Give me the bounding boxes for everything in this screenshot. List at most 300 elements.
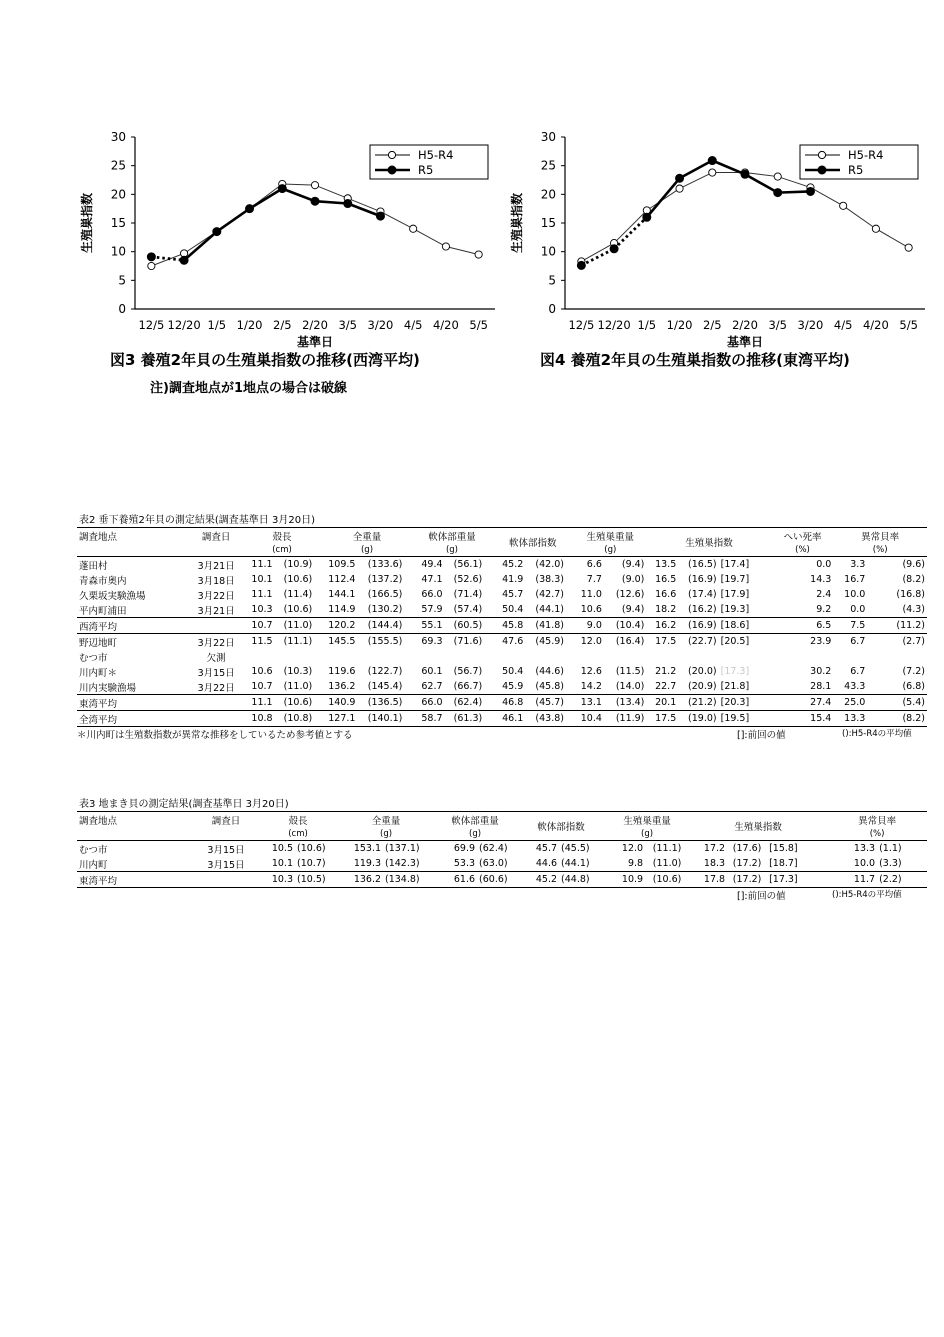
x-tick-label: 2/20	[302, 318, 328, 332]
cell-gw: 10.6	[580, 604, 602, 615]
cell-tw: 136.2	[328, 681, 356, 692]
x-tick-label: 5/5	[469, 318, 488, 332]
chart-note: 注)調査地点が1地点の場合は破線	[150, 381, 347, 396]
table3	[77, 811, 927, 888]
cell-ab	[833, 649, 867, 664]
t2-unit-gonad-weight: (g)	[574, 543, 646, 557]
cell-si: 45.7	[535, 843, 558, 854]
cell-shell: 11.1	[243, 695, 275, 711]
cell-sw: 61.6	[433, 872, 477, 888]
table-row	[77, 572, 927, 587]
cell-gi: 16.6	[655, 589, 677, 600]
y-tick-label: 5	[118, 273, 126, 288]
x-tick-label: 12/5	[568, 318, 595, 332]
cell-shell-p: (10.9)	[283, 559, 313, 570]
cell-si: 45.2	[517, 872, 559, 888]
t2-header-shell: 殻長	[243, 528, 322, 544]
cell-ab: 13.3	[853, 843, 876, 854]
figure4-caption: 図4 養殖2年貝の生殖巣指数の推移(東湾平均)	[540, 351, 850, 369]
y-tick-label: 25	[540, 158, 556, 173]
cell-site: むつ市	[79, 652, 108, 664]
cell-tw-p: (122.7)	[367, 666, 403, 677]
series-0-segment	[282, 184, 315, 185]
cell-si-p: (44.8)	[559, 872, 605, 888]
t3-legend-avg: ():H5-R4の平均値	[832, 890, 902, 900]
cell-si-p: (44.1)	[561, 858, 590, 869]
t3-header-date: 調査日	[195, 812, 257, 828]
cell-gi: 20.1	[646, 695, 678, 711]
cell-tw-p	[357, 649, 412, 664]
cell-ab-p: (9.6)	[902, 559, 925, 570]
cell-date	[190, 711, 243, 727]
y-tick-label: 15	[110, 216, 126, 230]
series-1-point	[643, 213, 651, 221]
cell-gi-p: (17.4)	[688, 589, 717, 600]
t3-header-soft-weight: 軟体部重量	[433, 812, 517, 828]
cell-gw: 12.6	[580, 666, 602, 677]
table3-block	[77, 795, 927, 902]
cell-ab-p: (11.2)	[867, 618, 927, 634]
cell-shell-p: (10.7)	[297, 858, 326, 869]
cell-gi-p: (19.0)	[678, 711, 718, 727]
cell-sw: 60.1	[421, 666, 443, 677]
cell-gi-b: [19.5]	[719, 711, 772, 727]
legend-label: H5-R4	[418, 148, 454, 162]
cell-date: 3月15日	[207, 859, 245, 871]
series-1-point	[147, 253, 155, 261]
series-0-point	[840, 202, 847, 209]
x-axis-label: 基準日	[726, 335, 764, 349]
cell-si: 47.6	[491, 634, 525, 650]
x-tick-label: 2/5	[703, 318, 722, 332]
cell-tw: 136.2	[339, 872, 383, 888]
cell-date: 3月22日	[197, 682, 235, 694]
table-row	[77, 664, 927, 679]
figure3-caption: 図3 養殖2年貝の生殖巣指数の推移(西湾平均)	[110, 351, 420, 369]
cell-mort: 27.4	[772, 695, 834, 711]
cell-gw-p: (11.1)	[652, 843, 682, 854]
legend-marker	[818, 166, 826, 174]
cell-ab: 43.3	[844, 681, 866, 692]
cell-tw-p: (136.5)	[357, 695, 412, 711]
t2-unit-shell: (cm)	[243, 543, 322, 557]
series-1-segment	[184, 232, 217, 261]
cell-gi: 16.2	[646, 618, 678, 634]
cell-gi-p: (20.0)	[688, 666, 717, 677]
cell-gi: 17.5	[646, 711, 678, 727]
x-tick-label: 1/20	[666, 318, 693, 332]
table2	[77, 527, 927, 727]
legend-marker	[818, 151, 825, 158]
cell-si-p: (45.7)	[525, 695, 574, 711]
x-axis-label: 基準日	[296, 335, 334, 349]
cell-date	[190, 695, 243, 711]
cell-tw: 119.3	[353, 858, 382, 869]
cell-tw-p: (137.2)	[367, 574, 403, 585]
cell-si: 50.4	[502, 604, 524, 615]
y-tick-label: 25	[110, 158, 126, 173]
t2-header-gonad-index: 生殖巣指数	[646, 528, 771, 557]
cell-si-p: (44.1)	[535, 604, 564, 615]
x-tick-label: 3/20	[367, 318, 394, 332]
cell-shell-p: (11.4)	[283, 589, 313, 600]
cell-sw: 62.7	[421, 681, 443, 692]
series-1-point	[246, 205, 254, 213]
cell-sw-p: (66.7)	[453, 681, 483, 692]
cell-site: 野辺地町	[77, 634, 190, 650]
table-row	[77, 711, 927, 727]
cell-mort: 6.5	[772, 618, 834, 634]
x-tick-label: 1/20	[236, 318, 263, 332]
y-tick-label: 10	[540, 244, 556, 259]
legend-label: R5	[418, 163, 434, 177]
cell-mort: 15.4	[772, 711, 834, 727]
cell-si-p: (41.8)	[525, 618, 574, 634]
cell-gi: 17.5	[646, 634, 678, 650]
x-tick-label: 3/5	[768, 318, 787, 332]
table-row	[77, 634, 927, 650]
t3-legend-prev: []:前回の値	[737, 891, 786, 902]
series-0-point	[709, 169, 716, 176]
t3-unit-soft-weight: (g)	[433, 827, 517, 841]
cell-ab: 16.7	[844, 574, 866, 585]
cell-si-p: (44.6)	[535, 666, 564, 677]
cell-si-p: (45.9)	[525, 634, 574, 650]
cell-gw: 11.0	[580, 589, 602, 600]
cell-gw: 9.0	[574, 618, 604, 634]
cell-mort: 30.2	[810, 666, 832, 677]
cell-date: 3月22日	[197, 590, 235, 602]
cell-gi-b: [17.4]	[720, 559, 750, 570]
cell-tw-p: (155.5)	[357, 634, 412, 650]
cell-tw-p: (142.3)	[385, 858, 420, 869]
cell-tw: 119.6	[328, 666, 356, 677]
cell-gi-b: [17.9]	[720, 589, 750, 600]
t3-unit-shell: (cm)	[257, 827, 339, 841]
cell-gi-p: (17.6)	[732, 843, 762, 854]
cell-ab: 10.0	[844, 589, 866, 600]
t2-legend-avg: ():H5-R4の平均値	[842, 729, 912, 739]
t2-legend-prev: []:前回の値	[737, 730, 786, 741]
x-tick-label: 2/5	[273, 318, 292, 332]
cell-ab: 10.0	[853, 858, 876, 869]
cell-sw: 66.0	[421, 589, 443, 600]
t2-header-mortality: へい死率	[772, 528, 834, 544]
cell-sw: 58.7	[413, 711, 445, 727]
cell-gi-p: (16.9)	[688, 574, 717, 585]
x-tick-label: 4/20	[432, 318, 459, 332]
cell-ab-p: (5.4)	[867, 695, 927, 711]
cell-gw	[574, 649, 604, 664]
series-1-segment	[614, 217, 647, 249]
cell-shell-p: (10.3)	[283, 666, 313, 677]
table-row	[77, 856, 927, 872]
cell-tw: 140.9	[321, 695, 357, 711]
cell-shell: 11.1	[251, 589, 273, 600]
x-tick-label: 5/5	[899, 318, 918, 332]
cell-si: 45.7	[502, 589, 524, 600]
cell-mort: 0.0	[816, 559, 832, 570]
t2-header-date: 調査日	[190, 528, 243, 544]
cell-gw-p: (9.0)	[621, 574, 645, 585]
cell-shell: 10.1	[271, 858, 293, 869]
cell-date: 3月21日	[197, 605, 235, 617]
cell-sw: 49.4	[421, 559, 443, 570]
y-tick-label: 0	[548, 302, 556, 316]
t3-header-abnormal: 異常貝率	[827, 812, 927, 828]
cell-gw: 10.4	[574, 711, 604, 727]
cell-site: 東湾平均	[77, 695, 190, 711]
x-tick-label: 4/5	[833, 318, 853, 332]
cell-tw: 120.2	[321, 618, 357, 634]
legend-label: R5	[848, 163, 864, 177]
x-tick-label: 1/5	[207, 318, 227, 332]
y-tick-label: 10	[110, 244, 126, 259]
cell-mort: 28.1	[810, 681, 832, 692]
x-tick-label: 2/20	[732, 318, 758, 332]
cell-shell: 10.8	[243, 711, 275, 727]
series-1-segment	[250, 189, 283, 209]
cell-gw-p: (11.5)	[615, 666, 645, 677]
cell-gw-p: (16.4)	[604, 634, 647, 650]
series-1-point	[180, 256, 188, 264]
cell-sw-p: (63.0)	[479, 858, 508, 869]
series-1-point	[213, 228, 221, 236]
cell-ab: 7.5	[833, 618, 867, 634]
series-1-point	[344, 200, 352, 208]
cell-mort: 23.9	[772, 634, 834, 650]
t3-unit-total-weight: (g)	[339, 827, 433, 841]
legend-label: H5-R4	[848, 148, 884, 162]
cell-tw: 145.5	[321, 634, 357, 650]
series-1-point	[806, 187, 814, 195]
t2-header-abnormal: 異常貝率	[833, 528, 927, 544]
cell-shell-p: (11.0)	[275, 618, 322, 634]
t2-unit-soft-weight: (g)	[413, 543, 492, 557]
cell-sw: 66.0	[413, 695, 445, 711]
cell-ab-p: (8.2)	[902, 574, 925, 585]
cell-site: 川内町	[79, 859, 108, 871]
series-1-segment	[680, 161, 713, 179]
cell-tw-p: (144.4)	[357, 618, 412, 634]
cell-ab: 3.3	[850, 559, 866, 570]
series-0-segment	[876, 229, 909, 248]
series-1-segment	[151, 257, 184, 260]
cell-sw-p: (56.7)	[453, 666, 483, 677]
cell-shell: 10.7	[243, 618, 275, 634]
cell-gi-b	[719, 649, 772, 664]
cell-si: 45.2	[502, 559, 524, 570]
t3-header-shell: 殻長	[257, 812, 339, 828]
cell-shell-p: (10.6)	[283, 574, 313, 585]
series-1-segment	[745, 174, 778, 192]
table-row	[77, 695, 927, 711]
table2-block	[77, 511, 927, 741]
cell-gi: 17.2	[703, 843, 726, 854]
cell-ab-p: (3.3)	[879, 858, 902, 869]
table-row	[77, 872, 927, 888]
series-1-point	[708, 157, 716, 165]
cell-date	[195, 872, 257, 888]
y-tick-label: 30	[110, 130, 126, 144]
cell-gi-p: (21.2)	[678, 695, 718, 711]
cell-site: むつ市	[79, 844, 108, 856]
cell-tw-p: (145.4)	[367, 681, 403, 692]
cell-mort: 14.3	[810, 574, 832, 585]
cell-tw: 114.9	[328, 604, 356, 615]
cell-ab: 0.0	[850, 604, 866, 615]
table-row	[77, 618, 927, 634]
cell-gi-b: [15.8]	[769, 843, 798, 854]
cell-gi-p: (17.2)	[727, 872, 767, 888]
cell-si-p: (42.0)	[535, 559, 564, 570]
series-0-segment	[315, 185, 348, 198]
cell-gi: 21.2	[655, 666, 677, 677]
series-0-segment	[446, 247, 479, 255]
cell-sw-p: (56.1)	[453, 559, 483, 570]
cell-gw-p: (14.0)	[615, 681, 645, 692]
cell-sw	[413, 649, 445, 664]
series-0-point	[905, 244, 912, 251]
cell-sw: 55.1	[413, 618, 445, 634]
cell-tw-p: (134.8)	[383, 872, 433, 888]
t3-unit-gonad-weight: (g)	[605, 827, 689, 841]
line-chart-svg	[75, 125, 515, 355]
t2-header-gonad-weight: 生殖巣重量	[574, 528, 646, 544]
cell-gi-b: [18.7]	[769, 858, 798, 869]
cell-gi-p: (20.9)	[688, 681, 717, 692]
cell-gw: 10.9	[605, 872, 645, 888]
cell-gi: 18.2	[655, 604, 677, 615]
x-tick-label: 4/5	[403, 318, 423, 332]
cell-tw: 109.5	[328, 559, 356, 570]
y-tick-label: 0	[118, 302, 126, 316]
cell-gw-p: (10.4)	[604, 618, 647, 634]
t2-unit-total-weight: (g)	[321, 543, 412, 557]
cell-tw: 144.1	[328, 589, 356, 600]
cell-gw-p: (12.6)	[615, 589, 645, 600]
table-row	[77, 679, 927, 695]
cell-gi-b: [20.5]	[719, 634, 772, 650]
cell-tw-p: (137.1)	[385, 843, 420, 854]
t2-unit-mortality: (%)	[772, 543, 834, 557]
cell-gw: 14.2	[580, 681, 602, 692]
cell-gi: 22.7	[655, 681, 677, 692]
cell-tw-p: (133.6)	[367, 559, 403, 570]
cell-si: 44.6	[535, 858, 558, 869]
cell-sw: 69.3	[413, 634, 445, 650]
series-1-point	[577, 261, 585, 269]
cell-gi: 13.5	[655, 559, 677, 570]
cell-sw-p: (60.5)	[445, 618, 492, 634]
cell-shell: 11.1	[251, 559, 273, 570]
cell-si: 45.9	[502, 681, 524, 692]
cell-si: 45.8	[491, 618, 525, 634]
cell-gi-p: (16.2)	[688, 604, 717, 615]
cell-tw: 153.1	[353, 843, 382, 854]
cell-gi-p: (17.2)	[732, 858, 762, 869]
series-1-point	[676, 174, 684, 182]
cell-gw: 13.1	[574, 695, 604, 711]
cell-gw-p: (9.4)	[621, 559, 645, 570]
t2-footnote: ＊川内町は生殖数指数が異常な推移をしているため参考値とする	[77, 730, 353, 741]
x-tick-label: 12/20	[597, 318, 631, 332]
cell-si-p: (42.7)	[535, 589, 564, 600]
cell-date: 3月15日	[197, 667, 235, 679]
cell-ab-p: (4.3)	[902, 604, 925, 615]
y-tick-label: 20	[110, 187, 126, 202]
cell-shell-p: (11.0)	[283, 681, 313, 692]
chart-west	[75, 125, 515, 355]
cell-shell: 10.7	[251, 681, 273, 692]
cell-site: 川内町＊	[79, 667, 118, 679]
series-0-point	[410, 225, 417, 232]
cell-site: 平内町浦田	[79, 605, 127, 617]
cell-si: 50.4	[502, 666, 524, 677]
cell-date: 欠測	[206, 652, 226, 664]
cell-shell: 10.3	[257, 872, 295, 888]
series-1-segment	[315, 201, 348, 203]
legend-marker	[388, 166, 396, 174]
cell-shell-p: (10.6)	[283, 604, 313, 615]
cell-gi-b: [21.8]	[720, 681, 750, 692]
cell-gi-b: [19.3]	[720, 604, 750, 615]
cell-si: 46.1	[491, 711, 525, 727]
cell-mort: 9.2	[816, 604, 832, 615]
cell-site: 西湾平均	[77, 618, 190, 634]
cell-si-p: (38.3)	[535, 574, 564, 585]
series-1-point	[610, 245, 618, 253]
cell-tw	[321, 649, 357, 664]
cell-gw-p: (9.4)	[621, 604, 645, 615]
series-1-point	[774, 189, 782, 197]
cell-gi-b: [17.3]	[720, 666, 750, 677]
cell-ab: 13.3	[833, 711, 867, 727]
cell-tw-p: (140.1)	[357, 711, 412, 727]
y-tick-label: 20	[540, 187, 556, 202]
t2-header-soft-index: 軟体部指数	[491, 528, 574, 557]
x-tick-label: 4/20	[862, 318, 889, 332]
cell-sw-p: (60.6)	[477, 872, 517, 888]
t2-header-soft-weight: 軟体部重量	[413, 528, 492, 544]
y-axis-label: 生殖巣指数	[510, 192, 524, 254]
cell-si-p: (45.8)	[535, 681, 564, 692]
series-1-segment	[647, 178, 680, 217]
cell-date	[190, 618, 243, 634]
cell-sw: 47.1	[421, 574, 443, 585]
t2-unit-abnormal: (%)	[833, 543, 927, 557]
cell-shell: 10.5	[271, 843, 293, 854]
table-row	[77, 602, 927, 618]
series-1-point	[376, 212, 384, 220]
cell-si-p: (43.8)	[525, 711, 574, 727]
cell-si: 46.8	[491, 695, 525, 711]
cell-ab-p: (2.7)	[867, 634, 927, 650]
x-tick-label: 1/5	[637, 318, 657, 332]
cell-ab: 25.0	[833, 695, 867, 711]
table-row	[77, 841, 927, 857]
t2-header-total-weight: 全重量	[321, 528, 412, 544]
cell-shell: 11.5	[243, 634, 275, 650]
cell-ab-p: (2.2)	[877, 872, 927, 888]
cell-sw-p: (52.6)	[453, 574, 483, 585]
series-0-segment	[810, 187, 843, 205]
cell-shell-p: (10.5)	[295, 872, 339, 888]
cell-site: 全湾平均	[77, 711, 190, 727]
y-tick-label: 30	[540, 130, 556, 144]
series-0-point	[676, 185, 683, 192]
cell-tw-p: (166.5)	[367, 589, 403, 600]
